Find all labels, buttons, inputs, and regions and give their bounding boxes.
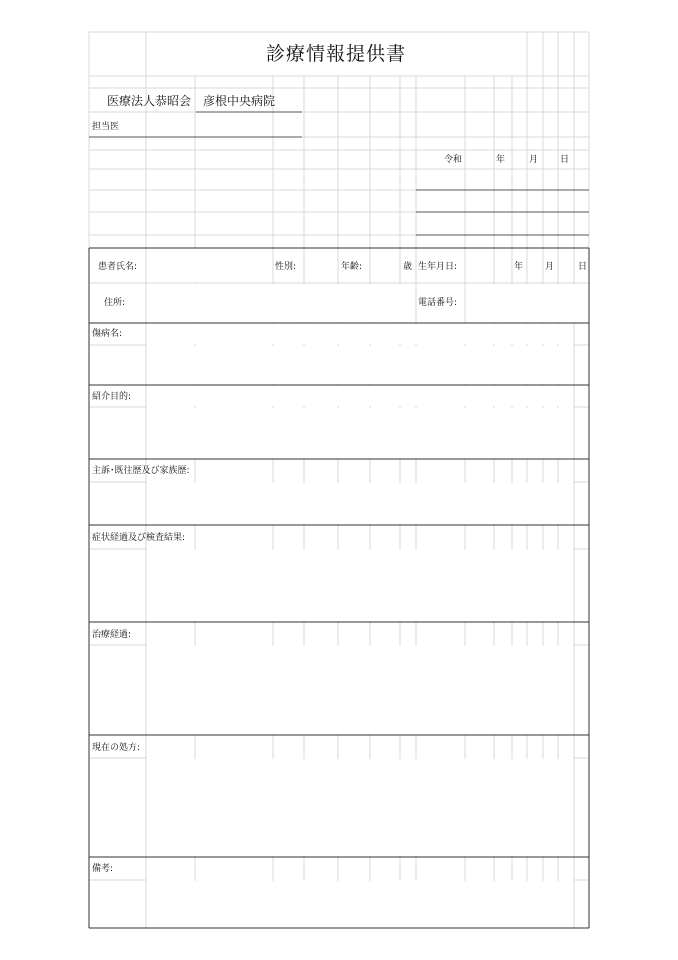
birth-month-label: 月 — [545, 262, 555, 272]
date-day: 日 — [560, 155, 570, 165]
age-label: 年齢: — [341, 262, 363, 272]
text-area-cell — [147, 346, 573, 384]
text-area-cell — [147, 550, 573, 621]
remarks-label: 備考: — [92, 864, 114, 874]
institution-name: 医療法人恭昭会 彦根中央病院 — [107, 94, 276, 108]
birth-day-label: 日 — [578, 262, 588, 272]
birth-year-label: 年 — [514, 262, 524, 272]
doctor-label: 担当医 — [92, 122, 120, 132]
treatment-label: 治療経過: — [92, 630, 132, 640]
patient-name-label: 患者氏名: — [98, 262, 138, 272]
text-area-cell — [147, 646, 573, 734]
document-title: 診療情報提供書 — [265, 43, 406, 65]
phone-label: 電話番号: — [418, 298, 458, 308]
text-area-cell — [147, 324, 573, 344]
text-area-cell — [147, 759, 573, 856]
text-area-cell — [147, 408, 573, 458]
text-area-cell — [147, 249, 272, 282]
text-area-cell — [147, 881, 573, 927]
date-year: 年 — [496, 155, 506, 165]
address-label: 住所: — [104, 298, 126, 308]
purpose-label: 紹介目的: — [92, 392, 132, 402]
age-unit: 歳 — [403, 262, 413, 272]
date-month: 月 — [529, 155, 539, 165]
birthdate-label: 生年月日: — [418, 262, 458, 272]
date-era: 令和 — [444, 155, 463, 165]
text-area-cell — [147, 284, 415, 322]
text-area-cell — [466, 284, 588, 322]
text-area-cell — [147, 386, 573, 406]
diagnosis-label: 傷病名: — [92, 329, 123, 339]
text-area-cell — [147, 483, 573, 524]
findings-label: 症状経過及び検査結果: — [92, 533, 186, 543]
sex-label: 性別: — [275, 262, 297, 272]
prescription-label: 現在の処方: — [92, 743, 141, 753]
history-label: 主訴･既往歴及び家族歴: — [92, 466, 190, 476]
